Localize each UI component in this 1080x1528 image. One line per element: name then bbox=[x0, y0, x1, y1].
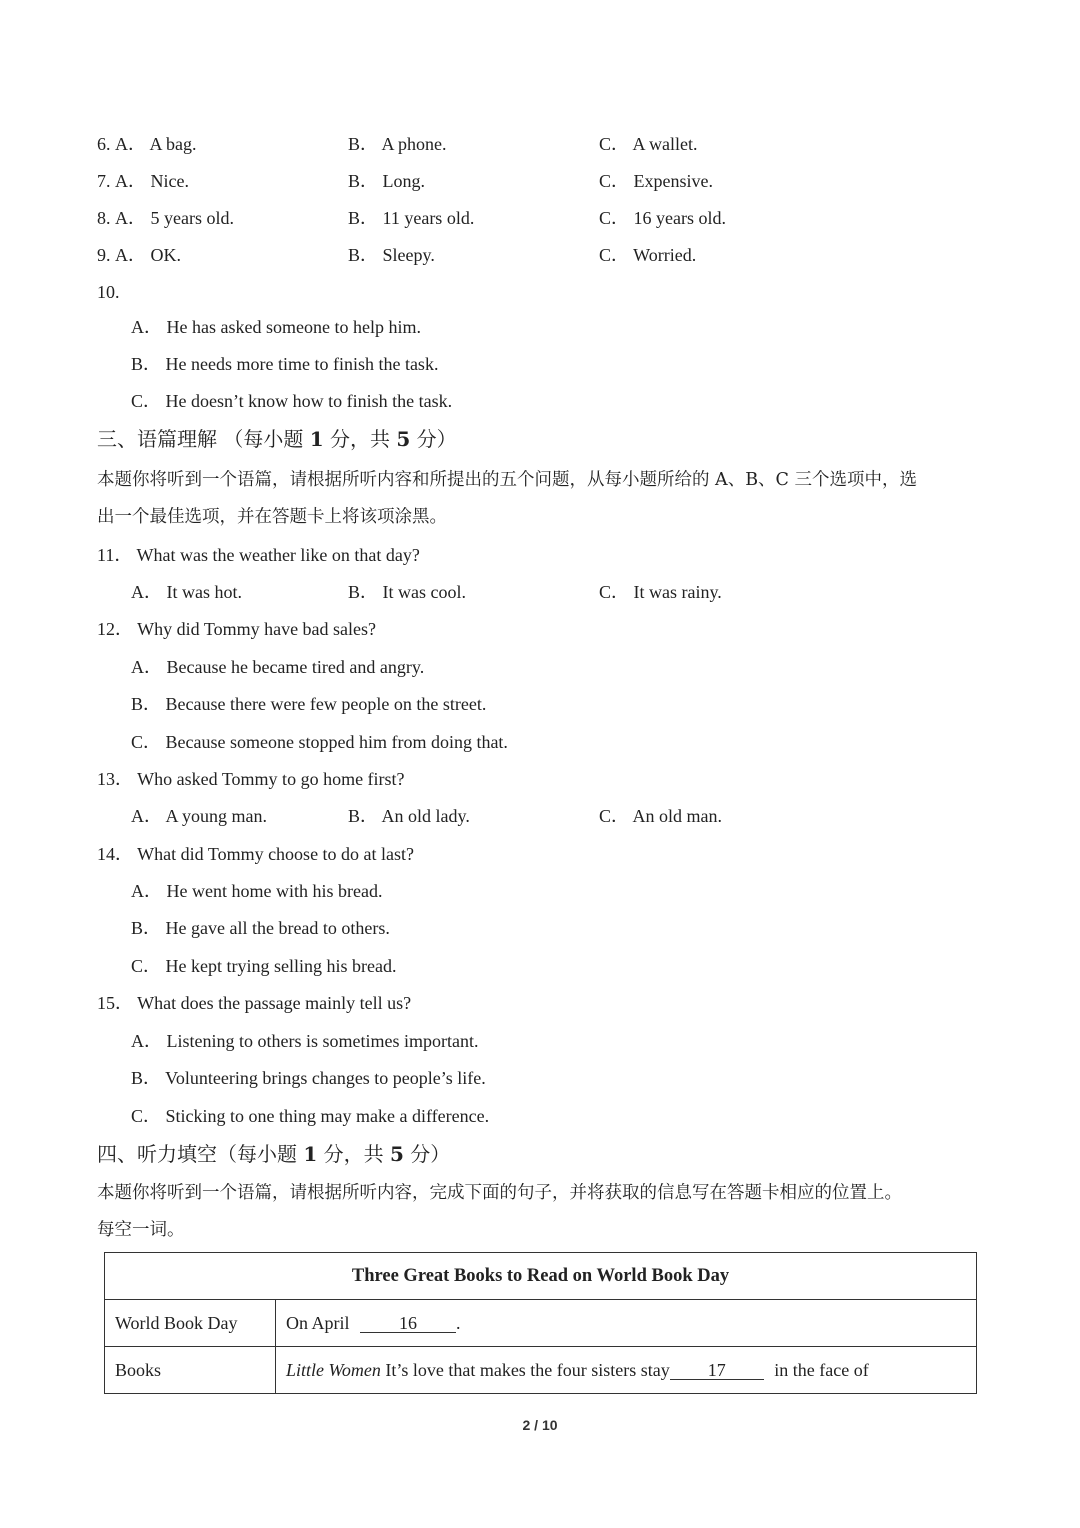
q15-option-a: A． Listening to others is sometimes important. bbox=[131, 1031, 479, 1051]
q13-option-c: C． An old man. bbox=[599, 806, 723, 826]
question-9-row bbox=[97, 243, 897, 267]
book-description-end: in the face of bbox=[774, 1359, 869, 1380]
table-row bbox=[105, 1300, 977, 1347]
book-title: Little Women bbox=[286, 1359, 381, 1380]
q11-question: 11． What was the weather like on that day? bbox=[97, 545, 420, 565]
april-prefix: On April bbox=[286, 1312, 350, 1333]
table-row bbox=[105, 1253, 977, 1300]
q9-option-b: B． Sleepy. bbox=[348, 245, 435, 265]
q14-option-a: A． He went home with his bread. bbox=[131, 881, 383, 901]
q11-option-b: B． It was cool. bbox=[348, 582, 466, 602]
q10-option-b: B． He needs more time to finish the task. bbox=[131, 354, 439, 374]
q13-option-b: B． An old lady. bbox=[348, 806, 470, 826]
question-7-row bbox=[97, 169, 897, 193]
table-row bbox=[105, 1347, 977, 1394]
table-cell-label: World Book Day bbox=[105, 1300, 276, 1347]
section-4-title: 四、听力填空（每小题 1 分，共 5 分） bbox=[97, 1142, 451, 1166]
q15-option-b: B． Volunteering brings changes to people’s life. bbox=[131, 1068, 486, 1088]
q12-option-c: C． Because someone stopped him from doing that. bbox=[131, 732, 508, 752]
q6-option-b: B． A phone. bbox=[348, 134, 447, 154]
q12-option-a: A． Because he became tired and angry. bbox=[131, 657, 425, 677]
q15-question: 15． What does the passage mainly tell us? bbox=[97, 993, 412, 1013]
q12-option-b: B． Because there were few people on the street. bbox=[131, 694, 487, 714]
q6-option-a: A． A bag. bbox=[115, 134, 197, 154]
section-3-instruction-1: 本题你将听到一个语篇，请根据所听内容和所提出的五个问题，从每小题所给的 A、B、C 三个选项中，选 bbox=[97, 470, 918, 490]
q7-option-a: A． Nice. bbox=[115, 171, 189, 191]
q8-option-b: B． 11 years old. bbox=[348, 208, 475, 228]
q9-num: 9. bbox=[97, 245, 111, 265]
question-8-row bbox=[97, 206, 897, 230]
q11-option-c: C． It was rainy. bbox=[599, 582, 722, 602]
q7-option-b: B． Long. bbox=[348, 171, 426, 191]
q10-option-a: A． He has asked someone to help him. bbox=[131, 317, 421, 337]
q7-num: 7. bbox=[97, 171, 111, 191]
q13-option-a: A． A young man. bbox=[131, 806, 268, 826]
q10-option-c: C． He doesn’t know how to finish the task. bbox=[131, 391, 453, 411]
table-cell-label: Books bbox=[105, 1347, 276, 1394]
table-title: Three Great Books to Read on World Book Day bbox=[105, 1253, 977, 1300]
april-suffix: . bbox=[456, 1312, 461, 1333]
question-6-row bbox=[97, 132, 897, 156]
q6-option-c: C． A wallet. bbox=[599, 134, 698, 154]
q9-option-a: A． OK. bbox=[115, 245, 181, 265]
q11-option-a: A． It was hot. bbox=[131, 582, 242, 602]
table-cell-content bbox=[276, 1300, 977, 1347]
q10-num: 10. bbox=[97, 282, 120, 302]
q9-option-c: C． Worried. bbox=[599, 245, 697, 265]
q14-option-b: B． He gave all the bread to others. bbox=[131, 918, 390, 938]
section-4-instruction-1: 本题你将听到一个语篇，请根据所听内容，完成下面的句子，并将获取的信息写在答题卡相应的位置上。 bbox=[97, 1183, 902, 1203]
section-3-instruction-2: 出一个最佳选项，并在答题卡上将该项涂黑。 bbox=[97, 507, 447, 527]
book-day-table bbox=[104, 1252, 977, 1394]
q8-option-a: A． 5 years old. bbox=[115, 208, 234, 228]
q14-option-c: C． He kept trying selling his bread. bbox=[131, 956, 397, 976]
q8-option-c: C． 16 years old. bbox=[599, 208, 726, 228]
q13-question: 13． Who asked Tommy to go home first? bbox=[97, 769, 405, 789]
section-4-instruction-2: 每空一词。 bbox=[97, 1220, 185, 1240]
q7-option-c: C． Expensive. bbox=[599, 171, 713, 191]
q8-num: 8. bbox=[97, 208, 111, 228]
page-number: 2 / 10 bbox=[522, 1417, 558, 1433]
book-description: It’s love that makes the four sisters stay bbox=[380, 1359, 670, 1380]
section-3-title: 三、语篇理解 （每小题 1 分，共 5 分） bbox=[97, 427, 457, 451]
table-cell-content bbox=[276, 1347, 977, 1394]
q12-question: 12． Why did Tommy have bad sales? bbox=[97, 619, 377, 639]
blank-16: 16 bbox=[360, 1314, 456, 1333]
blank-17: 17 bbox=[670, 1361, 764, 1380]
q6-num: 6. bbox=[97, 134, 111, 154]
q15-option-c: C． Sticking to one thing may make a difference. bbox=[131, 1106, 490, 1126]
q14-question: 14． What did Tommy choose to do at last? bbox=[97, 844, 415, 864]
